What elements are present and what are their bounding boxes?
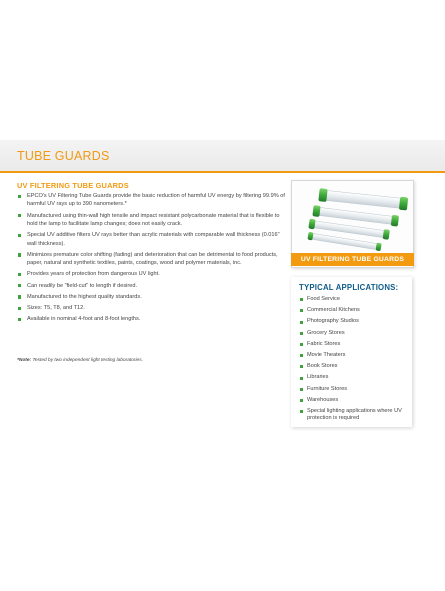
feature-list [17, 192, 285, 326]
bullet-icon [300, 298, 303, 301]
bullet-icon [18, 284, 21, 287]
feature-item [17, 270, 285, 278]
feature-item [17, 231, 285, 248]
application-item [299, 352, 411, 360]
applications-list [299, 296, 411, 427]
bullet-icon [18, 195, 21, 198]
feature-text: Minimizes premature color shifting (fading) and deterioration that can be detrimental to food products, paper, natural and synthetic textiles, paints, coatings, wood and polymer materials, inc. [27, 251, 278, 267]
feature-text: Special UV additive filters UV rays better than acrylic materials with comparable wall thickness (0.016" wall thickness). [27, 232, 280, 247]
bullet-icon [18, 307, 21, 310]
application-text: Libraries [307, 374, 329, 381]
header-divider [0, 171, 445, 173]
feature-text: Manufactured using thin-wall high tensile and impact resistant polycarbonate material that is flexible to hold the lamp to facilitate lamp changes; does not easily crack. [27, 212, 280, 228]
bullet-icon [18, 253, 21, 256]
bullet-icon [300, 388, 303, 391]
bullet-icon [18, 214, 21, 217]
bullet-icon [300, 399, 303, 402]
application-text: Book Stores [307, 363, 338, 370]
feature-text: Available in nominal 4-foot and 8-foot lengths. [27, 316, 141, 323]
bullet-icon [300, 309, 303, 312]
footnote [17, 358, 143, 363]
bullet-icon [300, 354, 303, 357]
bullet-icon [18, 234, 21, 237]
footnote-label: *Note: [17, 358, 32, 363]
bullet-icon [300, 343, 303, 346]
bullet-icon [18, 318, 21, 321]
product-caption: UV FILTERING TUBE GUARDS [291, 253, 414, 266]
application-text: Special lighting applications where UV protection is required [307, 407, 402, 422]
application-item [299, 374, 411, 382]
application-text: Furniture Stores [307, 385, 348, 392]
application-item [299, 397, 411, 405]
feature-item [17, 282, 285, 290]
application-item [299, 408, 411, 423]
feature-text: Manufactured to the highest quality standards. [27, 293, 142, 300]
feature-text: Sizes: T5, T8, and T12. [27, 305, 85, 312]
bullet-icon [300, 377, 303, 380]
feature-text: Can readily be "field-cut" to length if desired. [27, 282, 138, 289]
bullet-icon [300, 332, 303, 335]
application-text: Photography Studios [307, 318, 359, 325]
bullet-icon [18, 273, 21, 276]
application-item [299, 341, 411, 349]
application-item [299, 330, 411, 338]
application-text: Warehouses [307, 396, 339, 403]
section-title: UV FILTERING TUBE GUARDS [17, 181, 129, 190]
tube-1 [318, 188, 408, 210]
feature-item [17, 192, 285, 209]
feature-text: EPCO's UV Filtering Tube Guards provide the basic reduction of harmful UV energy by filtering 99.9% of harmful UV rays up to 390 nanometers.* [27, 193, 285, 208]
feature-item [17, 293, 285, 301]
footnote-text: Tested by two independent light testing laboratories. [32, 358, 143, 363]
feature-text: Provides years of protection from dangerous UV light. [27, 271, 160, 278]
bullet-icon [300, 321, 303, 324]
bullet-icon [18, 295, 21, 298]
page-title: TUBE GUARDS [17, 149, 110, 163]
application-text: Grocery Stores [307, 329, 345, 336]
bullet-icon [300, 410, 303, 413]
bullet-icon [300, 365, 303, 368]
application-item [299, 318, 411, 326]
tube-guards-image [292, 181, 413, 254]
application-text: Movie Theaters [307, 351, 346, 358]
feature-item [17, 315, 285, 323]
application-text: Commercial Kitchens [307, 307, 360, 314]
application-item [299, 307, 411, 315]
feature-item [17, 251, 285, 268]
feature-item [17, 304, 285, 312]
application-text: Food Service [307, 296, 340, 302]
application-item [299, 386, 411, 394]
application-text: Fabric Stores [307, 340, 341, 347]
application-item [299, 296, 411, 304]
feature-item [17, 212, 285, 229]
application-item [299, 363, 411, 371]
applications-title: TYPICAL APPLICATIONS: [299, 283, 399, 292]
